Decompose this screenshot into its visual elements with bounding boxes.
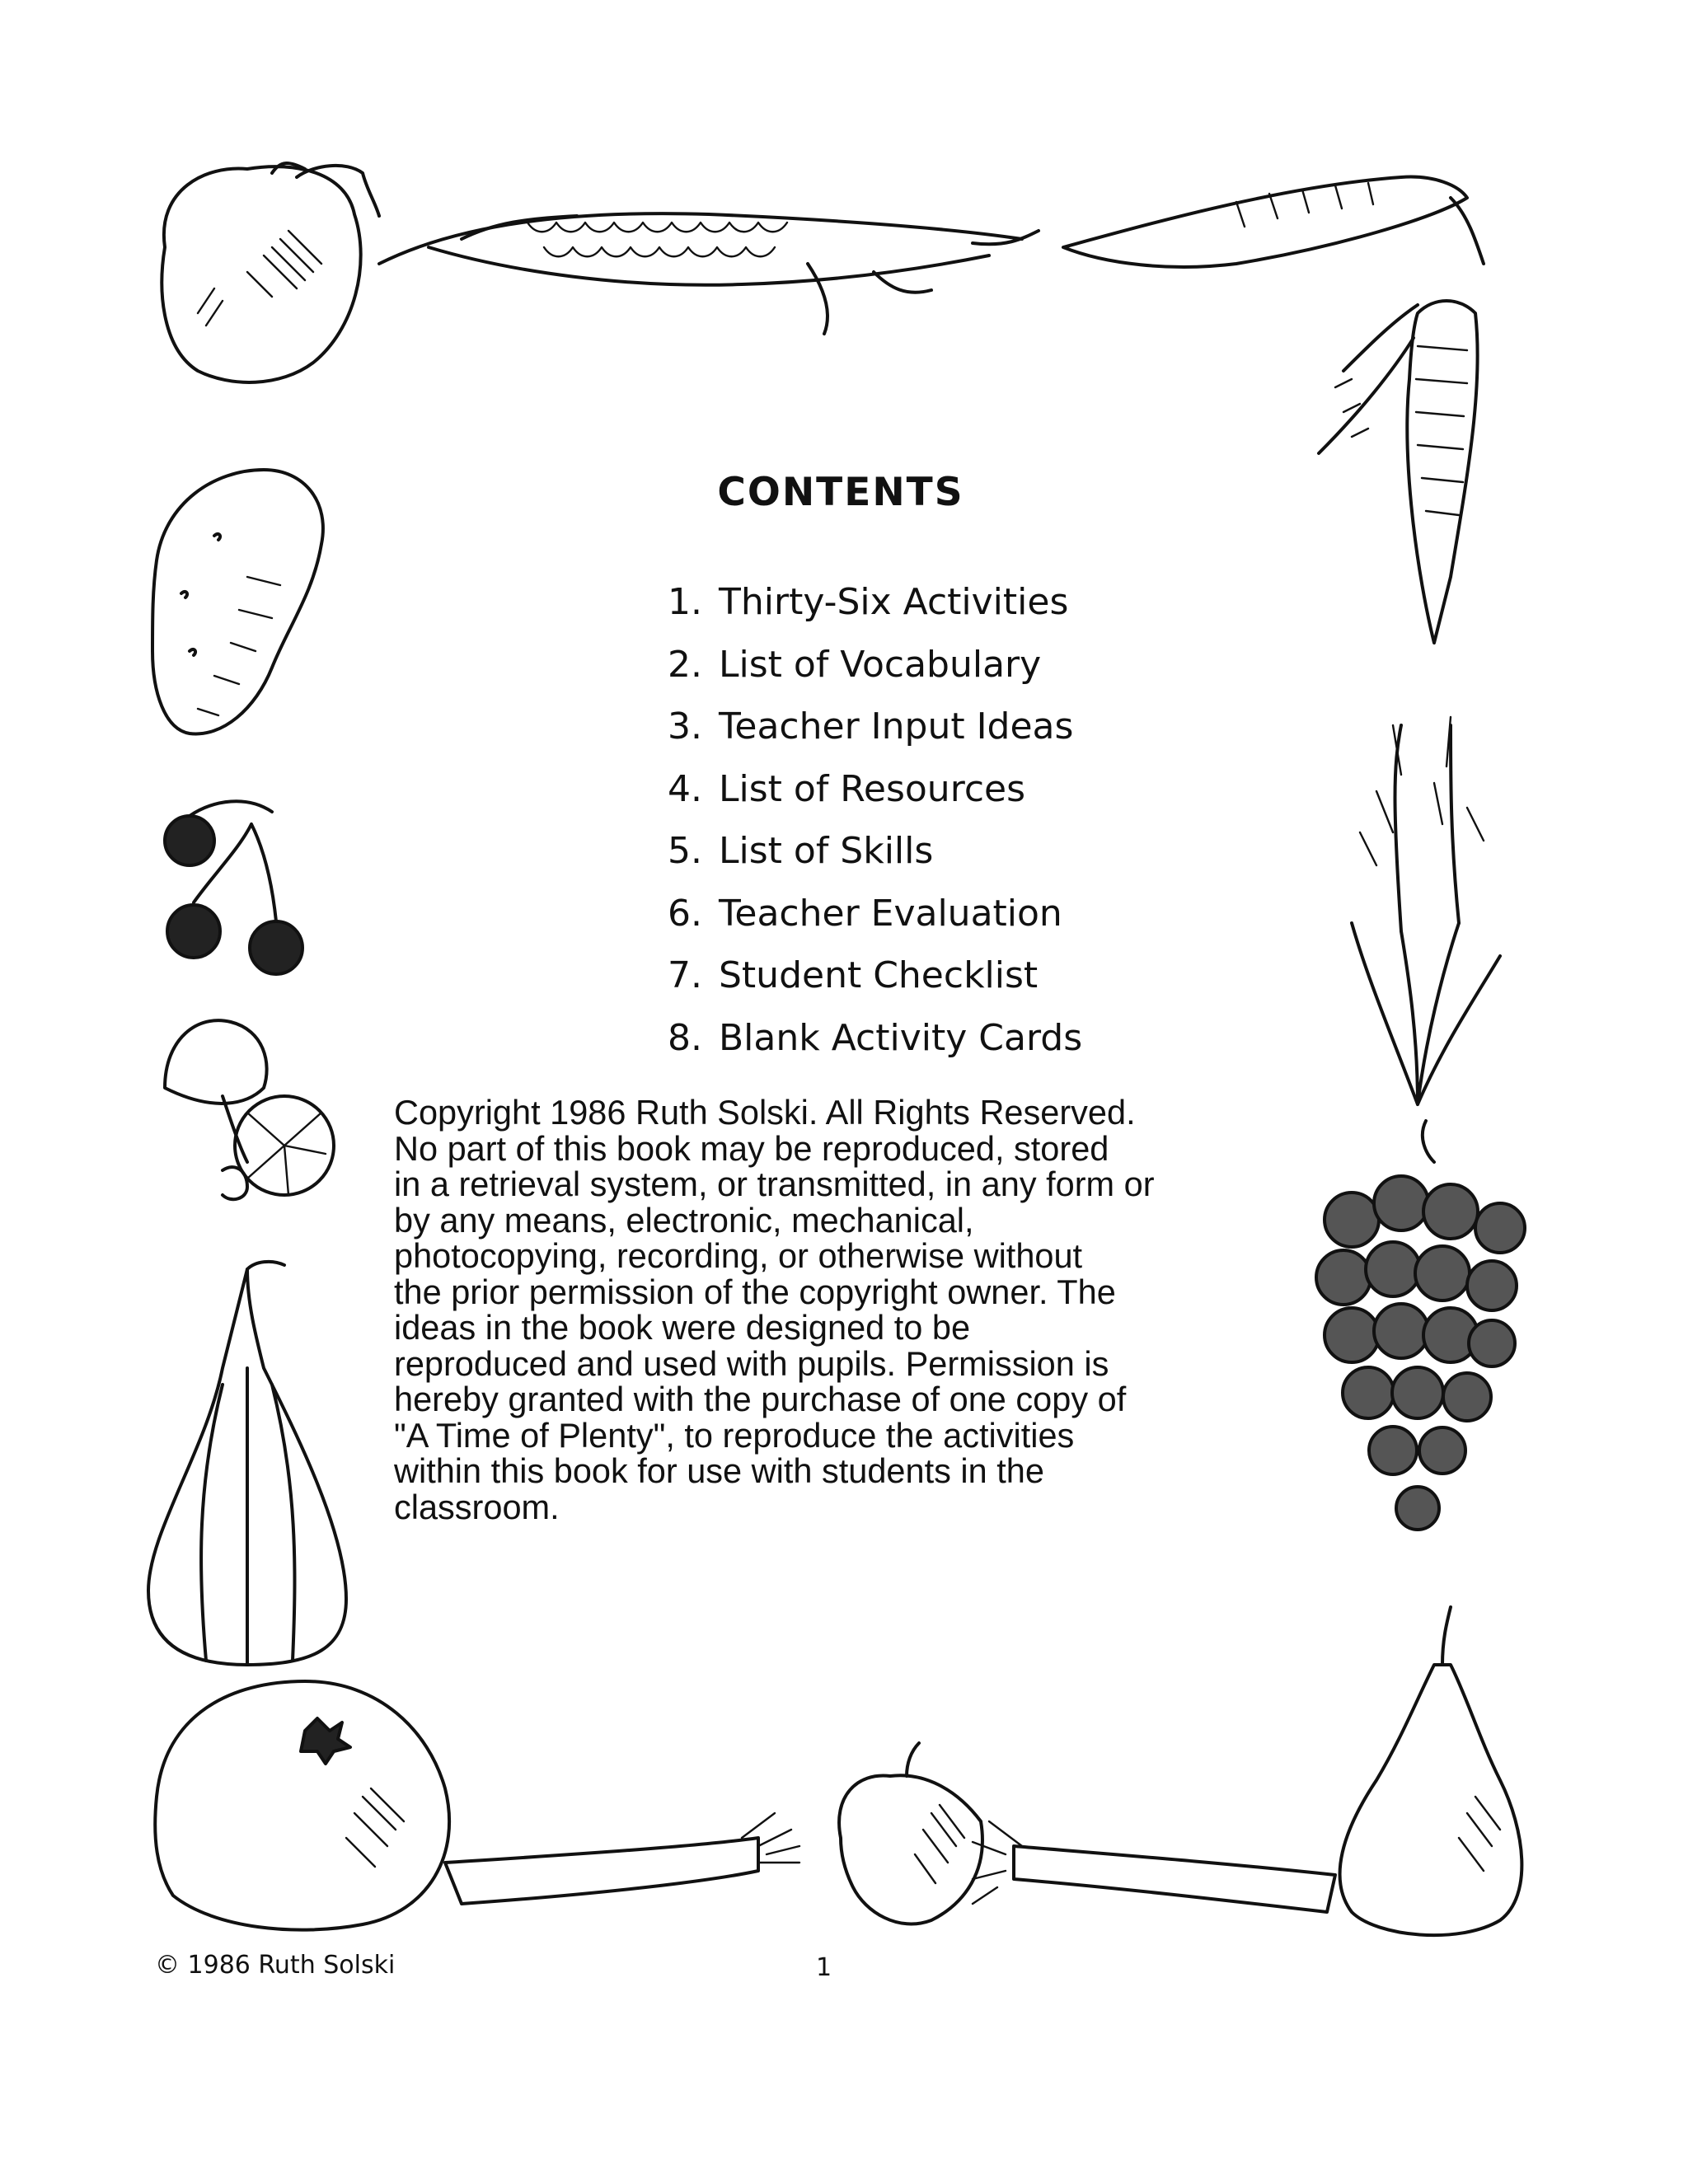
copyright-notice	[394, 1094, 1292, 1525]
copyright-line: by any means, electronic, mechanical,	[394, 1200, 974, 1240]
item-label: Teacher Evaluation	[719, 892, 1062, 935]
carrot-icon	[1063, 177, 1484, 643]
mushroom-icon	[165, 1020, 334, 1199]
item-number: 6.	[668, 892, 702, 935]
list-item	[635, 954, 1082, 1017]
copyright-line: photocopying, recording, or otherwise without	[394, 1236, 1083, 1275]
grapes-icon	[1316, 1121, 1525, 1530]
wheat-icon	[1352, 717, 1500, 1104]
list-item	[635, 1017, 1082, 1080]
copyright-line: the prior permission of the copyright owner. The	[394, 1272, 1116, 1311]
celery-icon	[973, 1821, 1335, 1912]
item-label: Student Checklist	[719, 954, 1039, 996]
footer-copyright: © 1986 Ruth Solski	[155, 1951, 396, 1980]
copyright-line: No part of this book may be reproduced, stored	[394, 1128, 1109, 1168]
copyright-line: hereby granted with the purchase of one copy of	[394, 1380, 1127, 1418]
copyright-line: Copyright 1986 Ruth Solski. All Rights Reserved.	[394, 1093, 1136, 1132]
copyright-line: classroom.	[394, 1487, 560, 1526]
list-item	[635, 581, 1082, 644]
item-number: 5.	[668, 830, 702, 872]
potato-icon	[152, 470, 323, 733]
item-number: 3.	[668, 705, 702, 748]
tomato-icon	[155, 1681, 449, 1930]
squash-icon	[148, 1262, 346, 1665]
item-label: List of Vocabulary	[719, 643, 1042, 686]
item-label: Blank Activity Cards	[719, 1016, 1083, 1059]
item-label: Teacher Input Ideas	[719, 705, 1074, 748]
cherries-icon	[165, 801, 302, 974]
pepper-icon	[839, 1743, 982, 1924]
item-number: 7.	[668, 954, 702, 996]
list-item	[635, 644, 1082, 706]
apple-icon	[162, 163, 379, 382]
item-number: 4.	[668, 767, 702, 810]
copyright-line: in a retrieval system, or transmitted, in any form or	[394, 1165, 1155, 1203]
copyright-line: within this book for use with students in the	[394, 1451, 1044, 1490]
list-item	[635, 705, 1082, 768]
copyright-line: reproduced and used with pupils. Permission is	[394, 1343, 1109, 1383]
list-item	[635, 830, 1082, 893]
list-item	[635, 893, 1082, 955]
page-number: 1	[816, 1953, 832, 1982]
copyright-line: "A Time of Plenty", to reproduce the activities	[394, 1415, 1075, 1455]
corn-icon	[379, 213, 1039, 334]
page-title: CONTENTS	[717, 470, 964, 515]
pear-icon	[1340, 1607, 1522, 1935]
item-number: 8.	[668, 1016, 702, 1059]
copyright-line: ideas in the book were designed to be	[394, 1308, 971, 1347]
item-number: 2.	[668, 643, 702, 686]
item-number: 1.	[668, 581, 702, 623]
list-item	[635, 768, 1082, 831]
item-label: List of Resources	[719, 767, 1026, 810]
item-label: List of Skills	[719, 830, 934, 872]
celery-icon	[445, 1813, 799, 1904]
item-label: Thirty-Six Activities	[719, 581, 1069, 623]
contents-list	[635, 581, 1082, 1079]
